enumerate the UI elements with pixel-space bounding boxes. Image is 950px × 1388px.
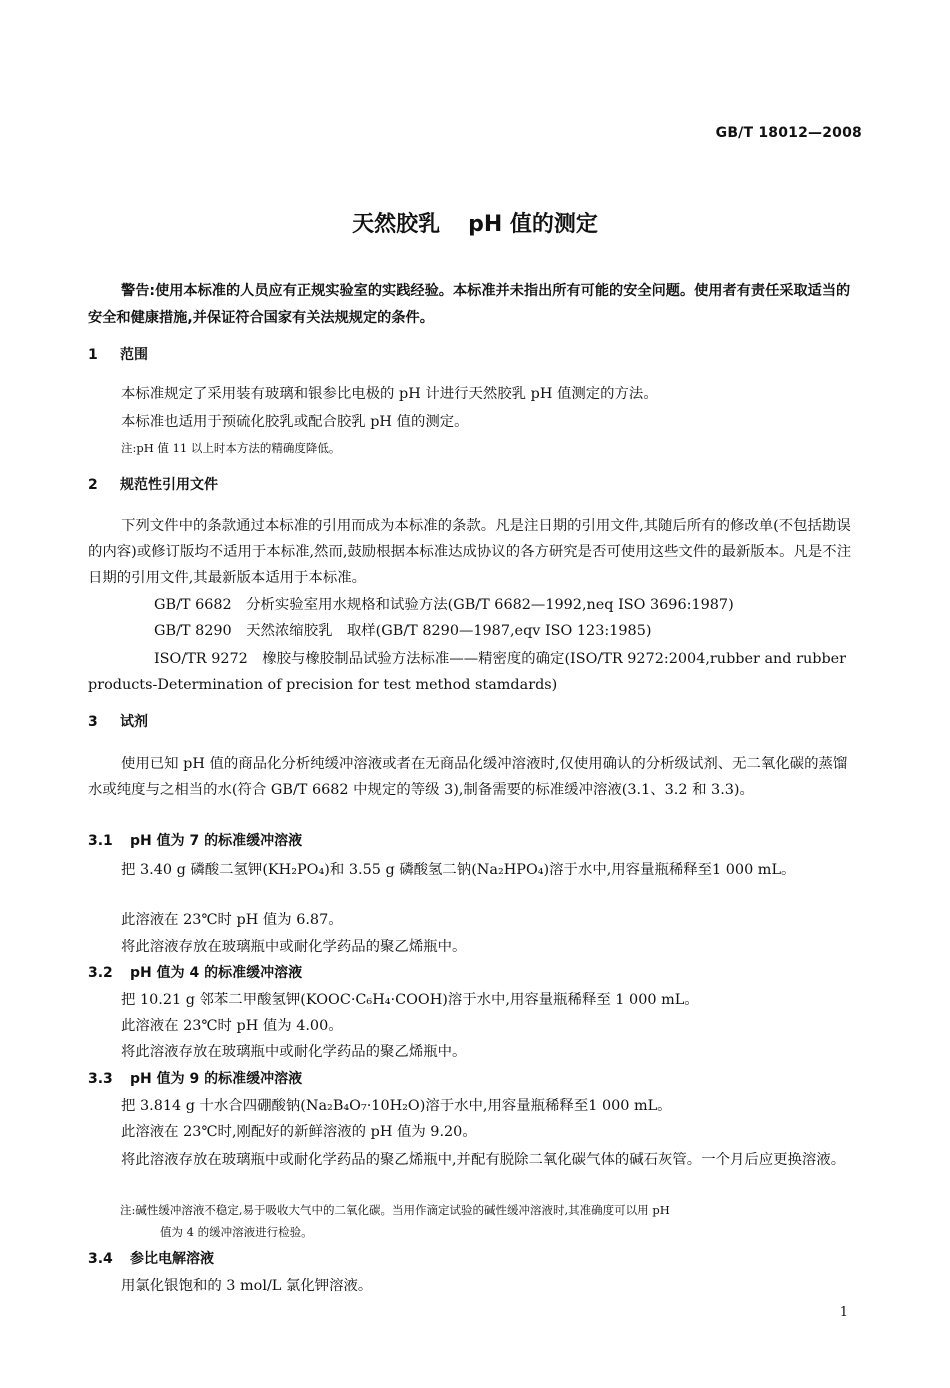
subsection-3-2-paragraph-1: 把 10.21 g 邻苯二甲酸氢钾(KOOC·C₆H₄·COOH)溶于水中,用容量瓶稀释至 1 000 mL。: [121, 992, 699, 1008]
subsection-3-2-paragraph-3: 将此溶液存放在玻璃瓶中或耐化学药品的聚乙烯瓶中。: [121, 1044, 467, 1060]
note-line-1: 注:碱性缓冲溶液不稳定,易于吸收大气中的二氧化碳。当用作滴定试验的碱性缓冲溶液时,其准确度可以用 pH: [120, 1203, 670, 1217]
reference-code: GB/T 8290: [154, 623, 232, 639]
subsection-title: pH 值为 9 的标准缓冲溶液: [130, 1071, 303, 1087]
subsection-3-4-heading: [88, 1247, 861, 1271]
reference-text: 天然浓缩胶乳 取样(GB/T 8290—1987,eqv ISO 123:1985): [246, 623, 652, 639]
subsection-3-4-paragraph-1: 用氯化银饱和的 3 mol/L 氯化钾溶液。: [121, 1278, 373, 1294]
reference-code: ISO/TR 9272: [154, 651, 248, 667]
subsection-number: 3.4: [88, 1251, 113, 1267]
section-3-heading: [88, 710, 861, 734]
subsection-number: 3.2: [88, 965, 113, 981]
subsection-3-1-heading: [88, 829, 861, 853]
subsection-3-1-paragraph-3: 将此溶液存放在玻璃瓶中或耐化学药品的聚乙烯瓶中。: [121, 939, 467, 955]
document-title: [0, 207, 950, 238]
note-line-2: 值为 4 的缓冲溶液进行检验。: [160, 1225, 313, 1239]
section-title: 范围: [120, 347, 148, 363]
subsection-3-3-paragraph-2: 此溶液在 23℃时,刚配好的新鲜溶液的 pH 值为 9.20。: [121, 1124, 477, 1140]
subsection-number: 3.1: [88, 833, 113, 849]
title-part-2: pH 值的测定: [468, 212, 598, 237]
section-number: 1: [88, 347, 98, 363]
subsection-title: pH 值为 7 的标准缓冲溶液: [130, 833, 303, 849]
warning-paragraph: 警告:使用本标准的人员应有正规实验室的实践经验。本标准并未指出所有可能的安全问题。使用者有责任采取适当的安全和健康措施,并保证符合国家有关法规规定的条件。: [88, 283, 851, 326]
section-2-heading: [88, 473, 861, 497]
reference-item: [88, 646, 861, 698]
subsection-title: 参比电解溶液: [130, 1251, 214, 1267]
section-1-paragraph-2: 本标准也适用于预硫化胶乳或配合胶乳 pH 值的测定。: [121, 414, 469, 430]
section-title: 试剂: [120, 714, 148, 730]
subsection-3-3-paragraph-1: 把 3.814 g 十水合四硼酸钠(Na₂B₄O₇·10H₂O)溶于水中,用容量瓶稀释至1 000 mL。: [121, 1098, 672, 1114]
section-1-heading: [88, 343, 861, 367]
reference-item: [88, 593, 861, 617]
subsection-3-3-heading: [88, 1067, 861, 1091]
subsection-3-3-paragraph-3: 将此溶液存放在玻璃瓶中或耐化学药品的聚乙烯瓶中,并配有脱除二氧化碳气体的碱石灰管。一个月后应更换溶液。: [121, 1152, 846, 1168]
subsection-3-3-note: [88, 1199, 893, 1243]
subsection-title: pH 值为 4 的标准缓冲溶液: [130, 965, 303, 981]
section-3-paragraph-1: 使用已知 pH 值的商品化分析纯缓冲溶液或者在无商品化缓冲溶液时,仅使用确认的分析级试剂、无二氧化碳的蒸馏水或纯度与之相当的水(符合 GB/T 6682 中规定的等级 3),制备需要的标准缓冲溶液(3.1、3.2 和 3.3)。: [88, 756, 848, 798]
section-title: 规范性引用文件: [120, 477, 218, 493]
reference-code: GB/T 6682: [154, 597, 232, 613]
reference-text: 橡胶与橡胶制品试验方法标准——精密度的确定(ISO/TR 9272:2004,rubber and rubber products-Determination of precision for test method stamdards): [88, 651, 847, 693]
subsection-3-2-heading: [88, 961, 861, 985]
subsection-3-1-paragraph-2: 此溶液在 23℃时 pH 值为 6.87。: [121, 912, 343, 928]
section-1-paragraph-1: 本标准规定了采用装有玻璃和银参比电极的 pH 计进行天然胶乳 pH 值测定的方法。: [121, 386, 658, 402]
reference-item: [88, 619, 861, 643]
reference-text: 分析实验室用水规格和试验方法(GB/T 6682—1992,neq ISO 3696:1987): [246, 597, 734, 613]
page-number: 1: [839, 1305, 848, 1320]
standard-code: GB/T 18012—2008: [715, 125, 862, 141]
subsection-3-1-paragraph-1: 把 3.40 g 磷酸二氢钾(KH₂PO₄)和 3.55 g 磷酸氢二钠(Na₂HPO₄)溶于水中,用容量瓶稀释至1 000 mL。: [121, 862, 796, 878]
section-2-paragraph-1: 下列文件中的条款通过本标准的引用而成为本标准的条款。凡是注日期的引用文件,其随后所有的修改单(不包括勘误的内容)或修订版均不适用于本标准,然而,鼓励根据本标准达成协议的各方研究是否可使用这些文件的最新版本。凡是不注日期的引用文件,其最新版本适用于本标准。: [88, 518, 852, 586]
section-number: 2: [88, 477, 98, 493]
subsection-number: 3.3: [88, 1071, 113, 1087]
section-number: 3: [88, 714, 98, 730]
section-1-note: 注:pH 值 11 以上时本方法的精确度降低。: [121, 441, 341, 455]
title-part-1: 天然胶乳: [352, 212, 441, 237]
subsection-3-2-paragraph-2: 此溶液在 23℃时 pH 值为 4.00。: [121, 1018, 343, 1034]
